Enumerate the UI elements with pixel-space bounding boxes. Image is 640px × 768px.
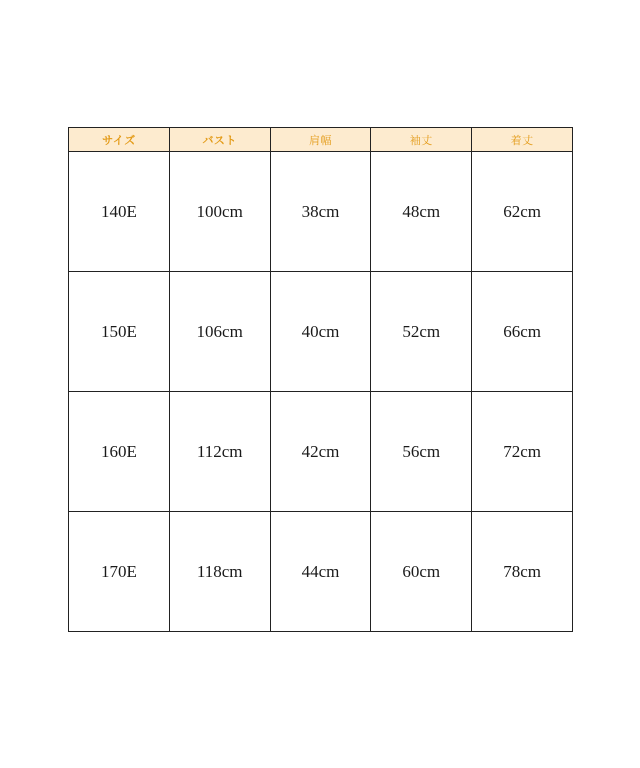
cell-bust: 118cm	[169, 512, 270, 632]
cell-sleeve-length: 52cm	[371, 272, 472, 392]
header-sleeve-length: 袖丈	[371, 128, 472, 152]
cell-total-length: 78cm	[472, 512, 573, 632]
header-row	[69, 128, 573, 152]
cell-total-length: 72cm	[472, 392, 573, 512]
cell-size: 150E	[69, 272, 170, 392]
table-header	[69, 128, 573, 152]
cell-shoulder-width: 38cm	[270, 152, 371, 272]
header-bust: バスト	[169, 128, 270, 152]
cell-bust: 100cm	[169, 152, 270, 272]
cell-total-length: 62cm	[472, 152, 573, 272]
cell-size: 160E	[69, 392, 170, 512]
cell-size: 140E	[69, 152, 170, 272]
table-row	[69, 392, 573, 512]
cell-sleeve-length: 56cm	[371, 392, 472, 512]
cell-size: 170E	[69, 512, 170, 632]
header-size: サイズ	[69, 128, 170, 152]
cell-bust: 106cm	[169, 272, 270, 392]
table-row	[69, 152, 573, 272]
cell-shoulder-width: 40cm	[270, 272, 371, 392]
cell-shoulder-width: 42cm	[270, 392, 371, 512]
cell-sleeve-length: 48cm	[371, 152, 472, 272]
size-chart-table	[68, 127, 573, 632]
table-row	[69, 512, 573, 632]
cell-sleeve-length: 60cm	[371, 512, 472, 632]
table-body	[69, 152, 573, 632]
header-shoulder-width: 肩幅	[270, 128, 371, 152]
header-total-length: 着丈	[472, 128, 573, 152]
table-row	[69, 272, 573, 392]
cell-shoulder-width: 44cm	[270, 512, 371, 632]
cell-total-length: 66cm	[472, 272, 573, 392]
cell-bust: 112cm	[169, 392, 270, 512]
